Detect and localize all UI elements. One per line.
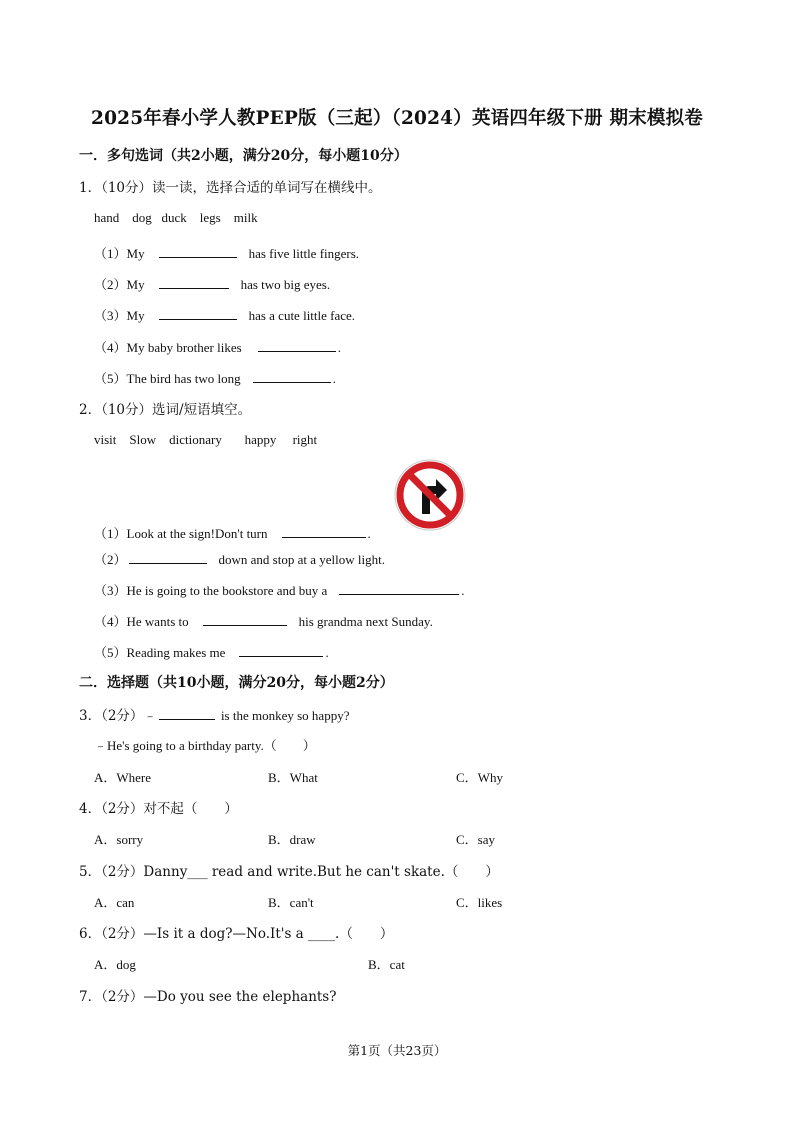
q1-item-2: （2）My has two big eyes. [94,277,331,292]
q4-option-c: C．say [456,832,496,847]
q1-item-3: （3）My has a cute little face. [94,308,356,323]
q2-item-5: （5）Reading makes me . [94,645,329,660]
page-title: 2025年春小学人教PEP版（三起）（2024）英语四年级下册 期末模拟卷 [91,108,703,129]
q3-line-2: ﹣He's going to a birthday party.（ ） [94,738,316,753]
q1-word-bank: hand dog duck legs milk [94,210,258,225]
q3-option-c: C．Why [456,770,503,785]
q3-stem: 3．（2分）﹣ is the monkey so happy? [79,708,350,724]
q6-option-b: B．cat [368,957,405,972]
q5-option-a: A．can [94,895,135,910]
no-right-turn-sign-icon [392,458,468,532]
q6-option-a: A．dog [94,957,136,972]
q7-stem: 7．（2分）—Do you see the elephants? [79,989,337,1005]
q4-stem: 4．（2分）对不起（ ） [79,801,238,817]
q1-item-4: （4）My baby brother likes . [94,340,341,355]
q5-option-b: B．can't [268,895,314,910]
q4-option-b: B．draw [268,832,316,847]
q5-stem: 5．（2分）Danny___ read and write.But he can't skate.（ ） [79,864,499,880]
q2-stem: 2．（10分）选词/短语填空。 [79,402,252,418]
q2-item-1: （1）Look at the sign!Don't turn . [94,526,371,541]
q6-stem: 6．（2分）—Is it a dog?—No.It's a ____.（ ） [79,926,394,942]
q5-option-c: C．likes [456,895,503,910]
q2-item-2: （2） down and stop at a yellow light. [94,552,385,567]
q1-item-1: （1）My has five little fingers. [94,246,360,261]
q2-item-4: （4）He wants to his grandma next Sunday. [94,614,433,629]
section-1-heading: 一．多句选词（共2小题，满分20分，每小题10分） [79,148,408,164]
q2-word-bank: visit Slow dictionary happy right [94,432,318,447]
q3-option-a: A．Where [94,770,152,785]
q4-option-a: A．sorry [94,832,144,847]
q1-item-5: （5）The bird has two long . [94,371,336,386]
q3-option-b: B．What [268,770,318,785]
q1-stem: 1．（10分）读一读，选择合适的单词写在横线中。 [79,180,382,196]
section-2-heading: 二．选择题（共10小题，满分20分，每小题2分） [79,675,394,691]
q2-item-3: （3）He is going to the bookstore and buy a . [94,583,465,598]
page-footer: 第1页（共23页） [347,1043,447,1058]
